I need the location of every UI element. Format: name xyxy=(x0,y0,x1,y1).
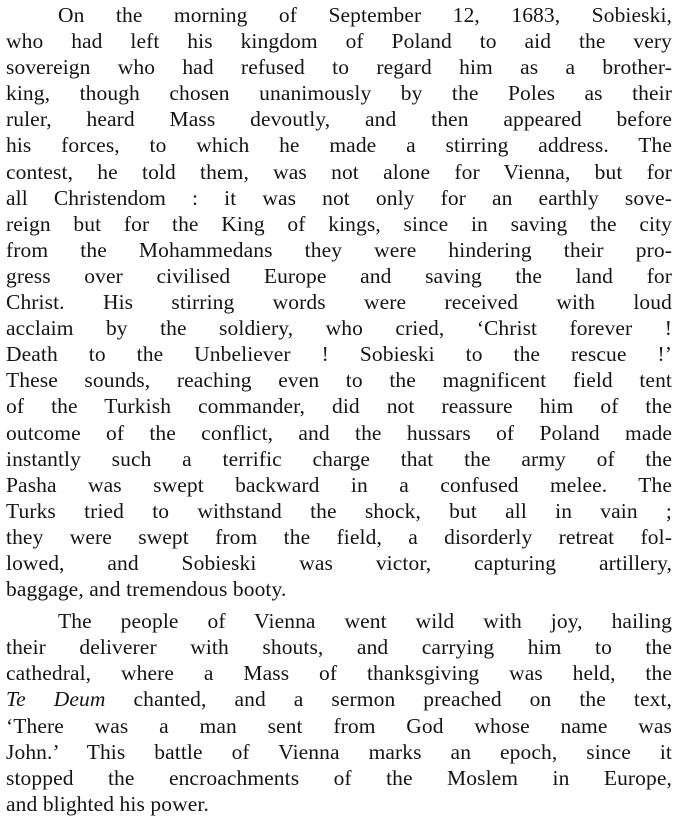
text-line: ‘There was a man sent from God whose name was xyxy=(6,713,672,738)
text-line: Turks tried to withstand the shock, but all in vain ; xyxy=(6,498,672,523)
text-line: his forces, to which he made a stirring address. The xyxy=(6,133,672,158)
text-line: Christ. His stirring words were received with loud xyxy=(6,290,672,315)
text-line: ruler, heard Mass devoutly, and then appeared before xyxy=(6,107,672,132)
paragraph-battle-of-vienna xyxy=(6,2,672,602)
text-line: cathedral, where a Mass of thanksgiving was held, the xyxy=(6,661,672,686)
text-line: of the Turkish commander, did not reassure him of the xyxy=(6,394,672,419)
text-line: baggage, and tremendous booty. xyxy=(6,577,287,602)
text-line: from the Mohammedans they were hindering their pro- xyxy=(6,237,672,262)
text-line: outcome of the conflict, and the hussars of Poland made xyxy=(6,420,672,445)
text-line: contest, he told them, was not alone for Vienna, but for xyxy=(6,159,672,184)
text-line: acclaim by the soldiery, who cried, ‘Christ forever ! xyxy=(6,316,672,341)
text-line: sovereign who had refused to regard him as a brother- xyxy=(6,55,672,80)
text-line-rest: chanted, and a sermon preached on the text, xyxy=(105,687,673,712)
text-line: These sounds, reaching even to the magnificent field tent xyxy=(6,368,672,393)
text-line: stopped the encroachments of the Moslem in Europe, xyxy=(6,765,672,790)
text-line: lowed, and Sobieski was victor, capturing artillery, xyxy=(6,550,672,575)
text-line: On the morning of September 12, 1683, Sobieski, xyxy=(58,3,672,27)
text-line: and blighted his power. xyxy=(6,791,209,816)
text-line: their deliverer with shouts, and carrying him to the xyxy=(6,635,672,660)
text-line: who had left his kingdom of Poland to aid the very xyxy=(6,29,672,54)
text-line: instantly such a terrific charge that the army of the xyxy=(6,446,672,471)
document-page xyxy=(6,2,672,817)
text-line: reign but for the King of kings, since in saving the city xyxy=(6,211,672,236)
paragraph-vienna-celebration xyxy=(6,608,672,817)
text-line: all Christendom : it was not only for an earthly sove- xyxy=(6,185,672,210)
text-line: John.’ This battle of Vienna marks an epoch, since it xyxy=(6,739,672,764)
text-line: they were swept from the field, a disorderly retreat fol- xyxy=(6,524,672,549)
text-line: gress over civilised Europe and saving the land for xyxy=(6,263,672,288)
text-line: The people of Vienna went wild with joy, hailing xyxy=(58,609,672,634)
text-line: Pasha was swept backward in a confused melee. The xyxy=(6,472,672,497)
text-line-with-italic xyxy=(6,686,672,712)
italic-title-te-deum: Te Deum xyxy=(6,687,106,712)
text-line: king, though chosen unanimously by the Poles as their xyxy=(6,81,672,106)
text-line: Death to the Unbeliever ! Sobieski to the rescue !’ xyxy=(6,342,672,367)
